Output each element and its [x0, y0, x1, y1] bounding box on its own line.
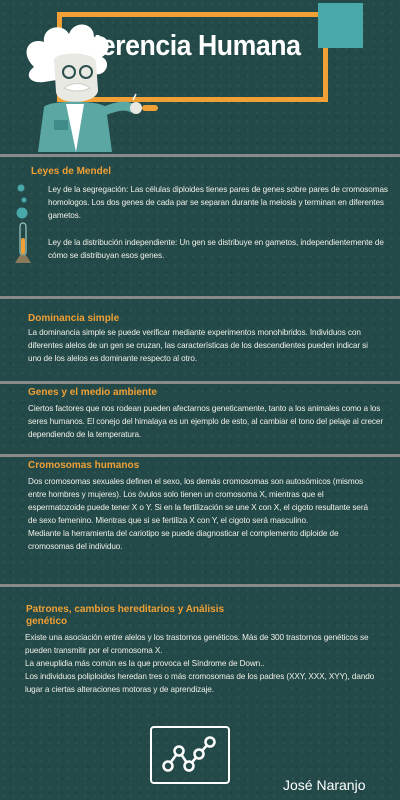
section-body-patrones [25, 631, 375, 696]
section-title-genes: Genes y el medio ambiente [28, 387, 157, 398]
section-divider [0, 454, 400, 457]
mendel-paragraph-1: Ley de la segregación: Las células diploides tienes pares de genes sobre pares de cromosomas homologos. Los dos genes de cada par se separan durante la meiosis y terminan en diferentes gametos. [48, 185, 388, 220]
section-body-genes: Ciertos factores que nos rodean pueden afectarnos geneticamente, tanto a los animales como a los seres humanos. El conejo del himalaya es un ejemplo de esto, al cambiar el tono del pelaje al crecer dependiendo de la temperatura. [28, 404, 384, 439]
section-title-dominancia: Dominancia simple [28, 313, 120, 324]
section-divider [0, 381, 400, 384]
page-title: Herencia Humana [82, 30, 301, 62]
section-divider [0, 154, 400, 157]
cromosomas-paragraph-2: Mediante la herramienta del cariotipo se puede diagnosticar el complemento diploide de cromosomas del individuo. [28, 529, 339, 551]
cromosomas-paragraph-1: Dos cromosomas sexuales definen el sexo, los demás cromosomas son autosómicos (mismos entre hombres y mujeres). Los óvulos solo tienen un cromosoma X, mientras que el espermatozoide puede tener X o Y. Si en la fertilización se une X con X, el cigoto resultante será de sexo femenino. Mientras que si se fertiliza X con Y, el cigoto será masculino. [28, 477, 368, 525]
footer-logo [150, 726, 230, 784]
section-title-cromosomas: Cromosomas humanos [28, 460, 140, 471]
section-divider [0, 584, 400, 587]
test-tube-icon [12, 183, 34, 267]
patrones-paragraph-1: Existe una asociación entre alelos y los trastornos genéticos. Más de 300 trastornos genéticos se pueden transmitir por el cromosoma X. [25, 633, 369, 655]
section-title-patrones: Patrones, cambios hereditarios y Análisis genético [26, 604, 225, 627]
section-body-dominancia: La dominancia simple se puede verificar mediante experimentos monohibridos. Individuos con diferentes alelos de un gen se cruzan, las características de los descendientes pueden indicar si uno de los alelos es dominante respecto al otro. [28, 328, 368, 363]
section-body-mendel [48, 183, 388, 262]
patrones-paragraph-2: La aneuplidia más común es la que provoca el Síndrome de Down.. [25, 659, 265, 668]
molecule-chain-icon [152, 728, 227, 781]
patrones-paragraph-3: Los individuos poliploides heredan tres o más cromosomas de los padres (XXY, XXX, XYY), dando lugar a ciertas alteraciones motoras y de aprendizaje. [25, 672, 375, 694]
author-name: José Naranjo [283, 777, 366, 793]
section-title-mendel: Leyes de Mendel [31, 166, 112, 177]
section-body-cromosomas [28, 475, 378, 553]
mendel-paragraph-2: Ley de la distribución independiente: Un gen se distribuye en gametos, independientemente de cómo se distribuyan esos genes. [48, 238, 384, 260]
teal-square-decoration [318, 3, 363, 48]
section-divider [0, 296, 400, 299]
